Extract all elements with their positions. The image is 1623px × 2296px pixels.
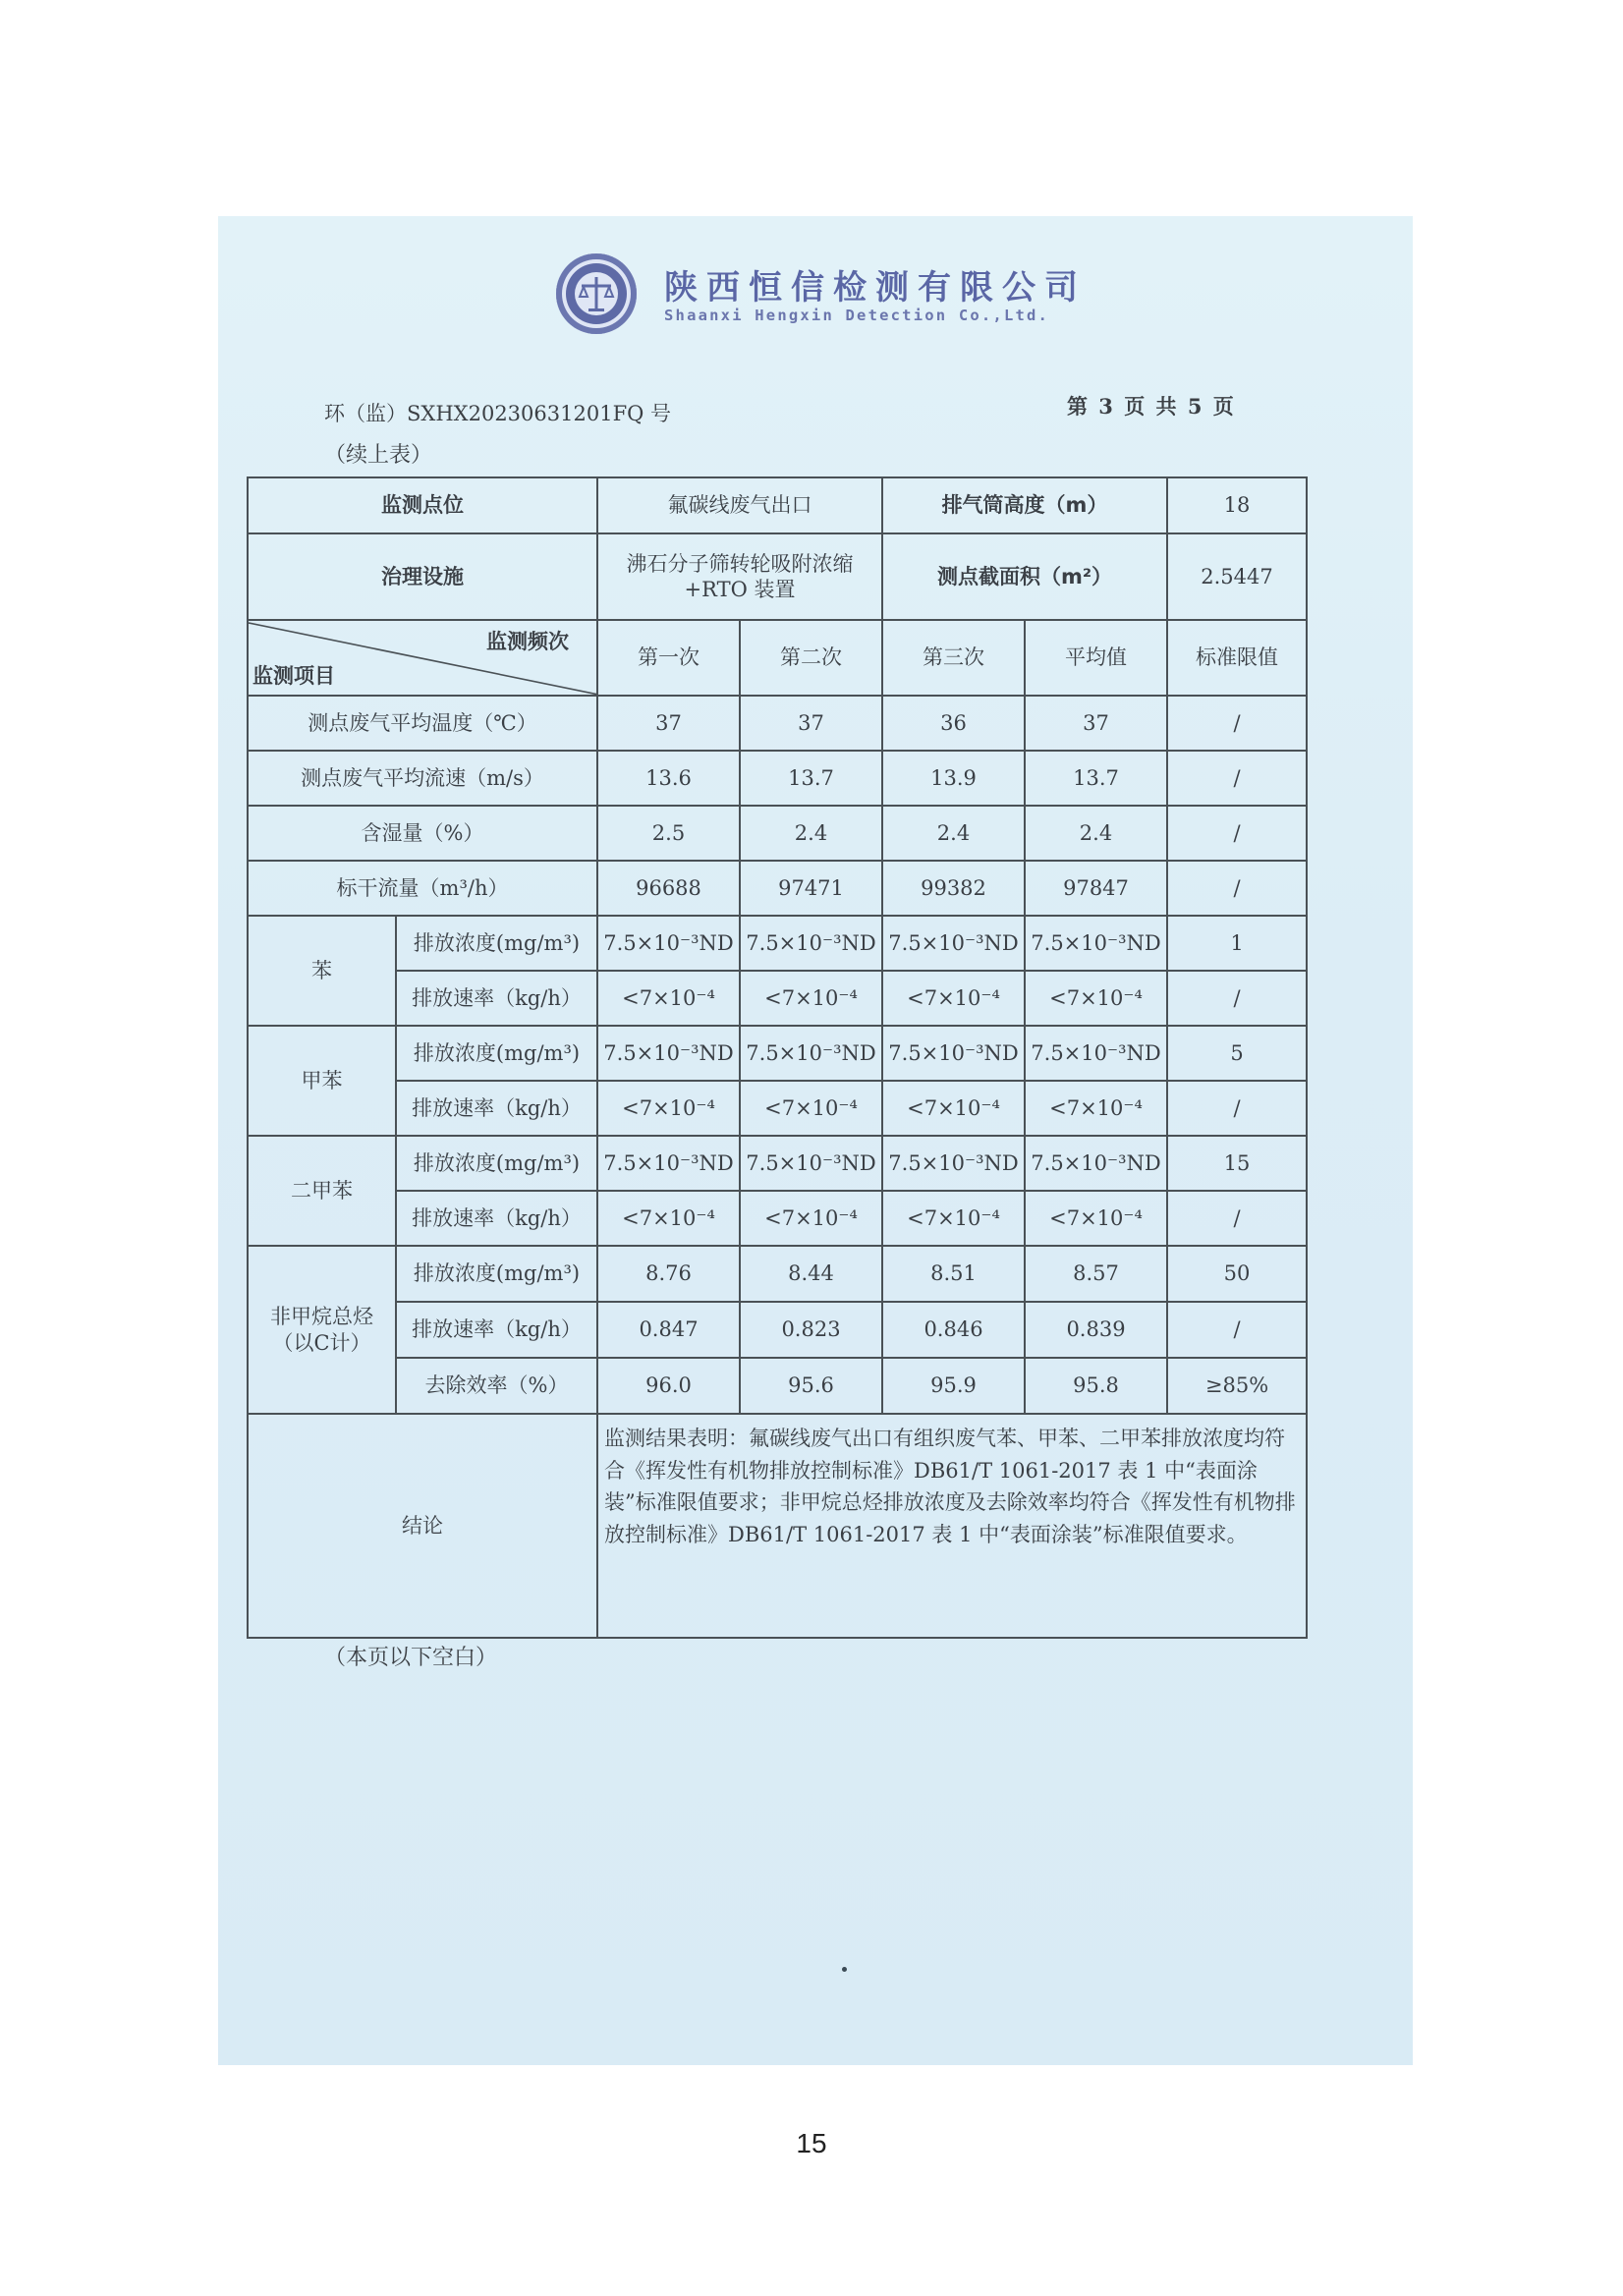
cell: 36 (882, 696, 1025, 751)
cell: 8.76 (597, 1246, 740, 1302)
col-header: 标准限值 (1167, 620, 1307, 696)
cell: / (1167, 751, 1307, 806)
cell: 13.9 (882, 751, 1025, 806)
cell: 0.846 (882, 1302, 1025, 1358)
scales-of-justice-seal-icon (556, 253, 637, 334)
cell: 95.9 (882, 1358, 1025, 1414)
cell: 37 (1025, 696, 1167, 751)
cell: 37 (597, 696, 740, 751)
table-row (248, 1081, 1307, 1136)
page-number: 15 (796, 2128, 827, 2158)
cell: 95.6 (740, 1358, 882, 1414)
cell: 0.847 (597, 1302, 740, 1358)
monitoring-table (247, 476, 1308, 1639)
group-name: 苯 (248, 916, 396, 1026)
cell: 2.4 (1025, 806, 1167, 861)
table-row (248, 806, 1307, 861)
cell: 13.7 (740, 751, 882, 806)
col-header: 第一次 (597, 620, 740, 696)
scan-speck (842, 1967, 847, 1972)
cell: / (1167, 1081, 1307, 1136)
row-label: 排放速率（kg/h） (396, 1191, 597, 1246)
cell: 95.8 (1025, 1358, 1167, 1414)
table-row (248, 971, 1307, 1026)
cell: 1 (1167, 916, 1307, 971)
table-row (248, 1191, 1307, 1246)
table-row (248, 1302, 1307, 1358)
row-label: 标干流量（m³/h） (248, 861, 597, 916)
conclusion-label: 结论 (248, 1414, 597, 1638)
cell: 7.5×10⁻³ND (1025, 916, 1167, 971)
cell: <7×10⁻⁴ (882, 971, 1025, 1026)
col-header: 第三次 (882, 620, 1025, 696)
row-label: 排放速率（kg/h） (396, 1081, 597, 1136)
row-label: 排放浓度(mg/m³) (396, 916, 597, 971)
cell: / (1167, 696, 1307, 751)
table-row (248, 1358, 1307, 1414)
section-area-value: 2.5447 (1167, 533, 1307, 620)
cell: 7.5×10⁻³ND (1025, 1026, 1167, 1081)
report-number: 环（监）SXHX20230631201FQ 号 (324, 402, 672, 425)
cell: <7×10⁻⁴ (1025, 1191, 1167, 1246)
col-header: 第二次 (740, 620, 882, 696)
cell: 0.823 (740, 1302, 882, 1358)
stack-height-label: 排气筒高度（m） (882, 477, 1167, 533)
diagonal-header-cell (248, 620, 597, 696)
location-label: 监测点位 (248, 477, 597, 533)
cell: 13.7 (1025, 751, 1167, 806)
info-row-location (248, 477, 1307, 533)
cell: <7×10⁻⁴ (882, 1081, 1025, 1136)
cell: <7×10⁻⁴ (740, 971, 882, 1026)
row-label: 排放速率（kg/h） (396, 971, 597, 1026)
cell: 8.57 (1025, 1246, 1167, 1302)
cell: 7.5×10⁻³ND (740, 1026, 882, 1081)
section-area-label: 测点截面积（m²） (882, 533, 1167, 620)
treatment-label: 治理设施 (248, 533, 597, 620)
stack-height-value: 18 (1167, 477, 1307, 533)
row-label: 排放浓度(mg/m³) (396, 1026, 597, 1081)
cell: / (1167, 971, 1307, 1026)
cell: 7.5×10⁻³ND (740, 916, 882, 971)
table-row (248, 1026, 1307, 1081)
cell: 7.5×10⁻³ND (597, 1136, 740, 1191)
cell: 2.5 (597, 806, 740, 861)
cell: 7.5×10⁻³ND (882, 1026, 1025, 1081)
cell: 7.5×10⁻³ND (740, 1136, 882, 1191)
cell: 7.5×10⁻³ND (597, 1026, 740, 1081)
cell: ≥85% (1167, 1358, 1307, 1414)
row-label: 测点废气平均流速（m/s） (248, 751, 597, 806)
cell: 2.4 (740, 806, 882, 861)
cell: 96688 (597, 861, 740, 916)
cell: 15 (1167, 1136, 1307, 1191)
col-header: 平均值 (1025, 620, 1167, 696)
group-name: 甲苯 (248, 1026, 396, 1136)
cell: / (1167, 861, 1307, 916)
cell: 0.839 (1025, 1302, 1167, 1358)
cell: <7×10⁻⁴ (740, 1081, 882, 1136)
table-row (248, 751, 1307, 806)
table-row (248, 916, 1307, 971)
cell: / (1167, 1302, 1307, 1358)
info-row-treatment (248, 533, 1307, 620)
table-row (248, 1246, 1307, 1302)
row-label: 测点废气平均温度（℃） (248, 696, 597, 751)
frequency-header: 监测频次 (486, 630, 569, 653)
cell: <7×10⁻⁴ (740, 1191, 882, 1246)
table-row (248, 1136, 1307, 1191)
group-name (248, 1246, 396, 1414)
cell: 7.5×10⁻³ND (597, 916, 740, 971)
item-header: 监测项目 (252, 663, 335, 688)
cell: <7×10⁻⁴ (1025, 971, 1167, 1026)
blank-below-note: （本页以下空白） (324, 1646, 498, 1670)
treatment-value (597, 533, 882, 620)
cell: 99382 (882, 861, 1025, 916)
cell: 7.5×10⁻³ND (1025, 1136, 1167, 1191)
group-name: 二甲苯 (248, 1136, 396, 1246)
cell: <7×10⁻⁴ (597, 1191, 740, 1246)
column-header-row (248, 620, 1307, 696)
conclusion-row (248, 1414, 1307, 1638)
cell: / (1167, 1191, 1307, 1246)
cell: <7×10⁻⁴ (597, 1081, 740, 1136)
cell: 13.6 (597, 751, 740, 806)
cell: 37 (740, 696, 882, 751)
cell: 5 (1167, 1026, 1307, 1081)
group-name-line1: 非甲烷总烃 (270, 1305, 373, 1329)
treatment-value-line2: +RTO 装置 (684, 578, 796, 601)
treatment-value-line1: 沸石分子筛转轮吸附浓缩 (626, 551, 854, 576)
cell: 2.4 (882, 806, 1025, 861)
row-label: 去除效率（%） (396, 1358, 597, 1414)
cell: <7×10⁻⁴ (1025, 1081, 1167, 1136)
row-label: 排放速率（kg/h） (396, 1302, 597, 1358)
row-label: 排放浓度(mg/m³) (396, 1136, 597, 1191)
conclusion-text: 监测结果表明：氟碳线废气出口有组织废气苯、甲苯、二甲苯排放浓度均符合《挥发性有机物排放控制标准》DB61/T 1061-2017 表 1 中“表面涂装”标准限值要求；非甲烷总烃排放浓度及去除效率均符合《挥发性有机物排放控制标准》DB61/T 1061-2017 表 1 中“表面涂装”标准限值要求。 (597, 1414, 1307, 1638)
continuation-note: （续上表） (324, 443, 433, 468)
cell: / (1167, 806, 1307, 861)
cell: <7×10⁻⁴ (597, 971, 740, 1026)
company-name-en: Shaanxi Hengxin Detection Co.,Ltd. (664, 307, 1050, 324)
cell: 97847 (1025, 861, 1167, 916)
company-name-cn: 陕西恒信检测有限公司 (664, 268, 1087, 308)
cell: 97471 (740, 861, 882, 916)
cell: 8.51 (882, 1246, 1025, 1302)
row-label: 含湿量（%） (248, 806, 597, 861)
page-info: 第 3 页 共 5 页 (1067, 394, 1236, 419)
cell: 8.44 (740, 1246, 882, 1302)
cell: <7×10⁻⁴ (882, 1191, 1025, 1246)
row-label: 排放浓度(mg/m³) (396, 1246, 597, 1302)
cell: 96.0 (597, 1358, 740, 1414)
table-row (248, 696, 1307, 751)
cell: 50 (1167, 1246, 1307, 1302)
location-value: 氟碳线废气出口 (597, 477, 882, 533)
cell: 7.5×10⁻³ND (882, 916, 1025, 971)
group-name-line2: （以C计） (272, 1330, 371, 1355)
table-row (248, 861, 1307, 916)
cell: 7.5×10⁻³ND (882, 1136, 1025, 1191)
